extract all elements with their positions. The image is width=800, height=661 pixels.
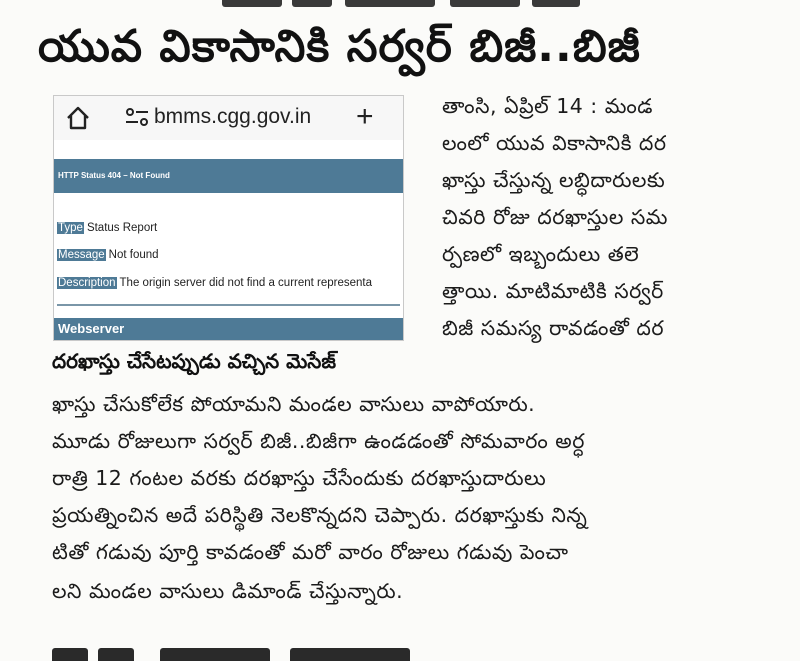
image-caption: దరఖాస్తు చేసేటప్పుడు వచ్చిన మెసేజ్ — [52, 349, 336, 373]
info-key: Type — [58, 222, 83, 234]
body-line: లని మండల వాసులు డిమాండ్ చేస్తున్నారు. — [52, 579, 404, 603]
body-line: ర్పణలో ఇబ్బందులు తలె — [442, 242, 640, 266]
info-key: Message — [58, 249, 105, 261]
info-row-type — [57, 222, 157, 234]
body-line: మూడు రోజులుగా సర్వర్ బిజీ..బిజీగా ఉండడంతో సోమవారం అర్ధ — [52, 429, 585, 453]
info-value: The origin server did not find a current representa — [119, 277, 373, 289]
body-line: ప్రయత్నించిన అదే పరిస్థితి నెలకొన్నదని చెప్పారు. దరఖాస్తుకు నిన్న — [52, 503, 588, 527]
divider — [57, 304, 400, 306]
body-line: ఖాస్తు చేస్తున్న లబ్ధిదారులకు — [442, 168, 666, 192]
body-line: లంలో యువ వికాసానికి దర — [442, 131, 667, 155]
info-row-description — [57, 277, 372, 289]
body-line: చివరి రోజు దరఖాస్తుల సమ — [442, 205, 668, 229]
new-tab-icon: + — [356, 100, 374, 133]
body-line: రాత్రి 12 గంటల వరకు దరఖాస్తు చేసేందుకు దరఖాస్తుదారులు — [52, 466, 547, 490]
home-icon — [64, 104, 92, 132]
article-headline: యువ వికాసానికి సర్వర్ బిజీ..బిజీ — [38, 21, 641, 72]
site-settings-icon — [122, 103, 152, 131]
browser-address-bar — [54, 96, 403, 140]
body-line: త్తాయి. మాటిమాటికి సర్వర్ — [442, 279, 664, 303]
body-line: బిజీ సమస్య రావడంతో దర — [442, 316, 665, 340]
url-text: bmms.cgg.gov.in — [154, 105, 312, 128]
body-line: తాంసి, ఏప్రిల్ 14 : మండ — [442, 94, 653, 118]
info-key: Description — [58, 277, 116, 289]
error-page-screenshot — [53, 95, 404, 341]
info-value: Status Report — [86, 222, 158, 234]
previous-article-fragment — [0, 0, 800, 10]
body-line: టితో గడువు పూర్తి కావడంతో మరో వారం రోజులు గడువు పెంచా — [52, 540, 569, 564]
info-row-message — [57, 249, 159, 261]
body-line: ఖాస్తు చేసుకోలేక పోయామని మండల వాసులు వాపోయారు. — [52, 392, 536, 416]
next-article-fragment — [0, 646, 800, 661]
info-value: Not found — [108, 249, 159, 261]
webserver-footer: Webserver — [54, 318, 403, 340]
http-status-title: HTTP Status 404 – Not Found — [54, 159, 403, 193]
